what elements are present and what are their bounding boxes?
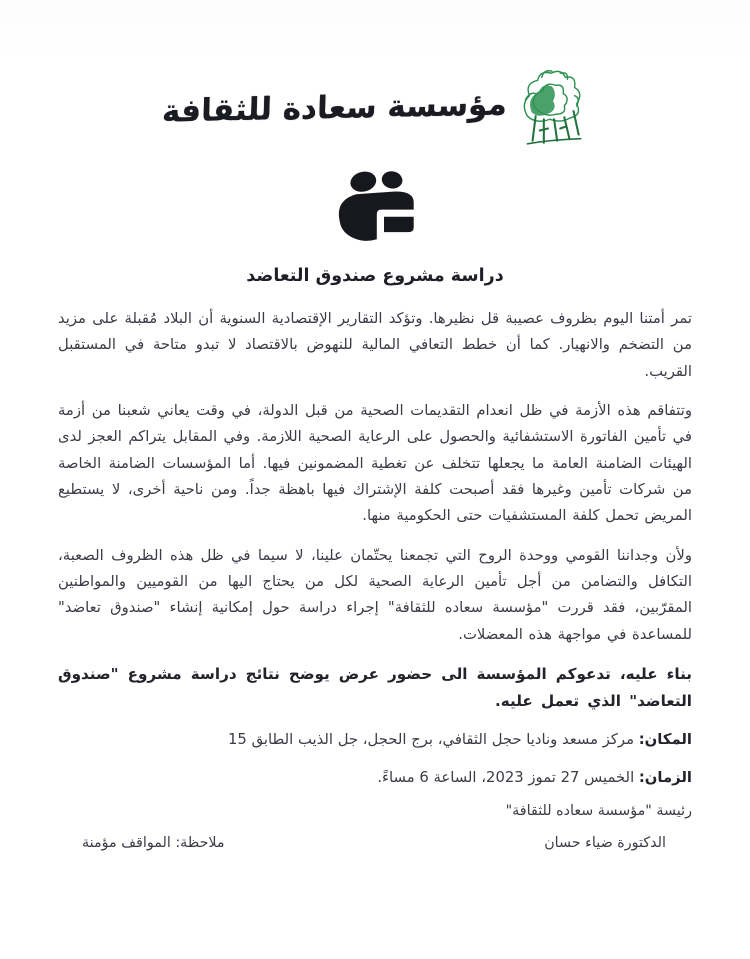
- document-title: دراسة مشروع صندوق التعاضد: [246, 266, 504, 286]
- time-line: [58, 766, 692, 790]
- signature-role: رئيسة "مؤسسة سعاده للثقافة": [505, 803, 692, 820]
- bottom-row: [58, 835, 692, 851]
- paragraph-economic-crisis: تمر أمتنا اليوم بظروف عصيبة قل نظيرها. وتؤكد التقارير الإقتصادية السنوية أن البلاد مُقبلة على مزيد من التضخم والانهيار. كما أن خطط التعافي المالية للنهوض بالاقتصاد لا تبدو متاحة في المستقبل القريب.: [58, 310, 692, 380]
- parking-note: ملاحظة: المواقف مؤمنة: [82, 835, 225, 852]
- signature-name: الدكتورة ضياء حسان: [544, 835, 666, 852]
- document-content: [58, 62, 692, 851]
- invitation-statement: بناء عليه، تدعوكم المؤسسة الى حضور عرض يوضح نتائج دراسة مشروع "صندوق التعاضد" الذي تعمل عليه.: [58, 664, 692, 710]
- people-icon-wrap: [58, 170, 692, 242]
- time-value: الخميس 27 تموز 2023، الساعة 6 مساءً.: [377, 768, 639, 786]
- location-label: المكان:: [638, 731, 692, 749]
- logo-trees-icon: [514, 65, 588, 151]
- paragraph-health-crisis: وتتفاقم هذه الأزمة في ظل انعدام التقديمات الصحية من قبل الدولة، في وقت يعاني شعبنا من أزمة في تأمين الفاتورة الاستشفائية والحصول على الرعاية الصحية اللازمة. وفي المقابل يتراكم العجز لدى الهيئات الضامنة العامة ما يجعلها تتخلف عن تغطية المضمونين فيها. أما المؤسسات الضامنة الخاصة من شركات تأمين وغيرها فقد أصبحت كلفة الإشتراك فيها باهظة جداً. ومن ناحية أخرى، لا يستطيع المريض تحمل كلفة المستشفيات حتى الحكومية منها.: [58, 401, 692, 525]
- people-embrace-icon: [330, 170, 420, 242]
- logo-calligraphy: مؤسسة سعادة للثقافة: [161, 86, 507, 130]
- location-line: [58, 728, 692, 752]
- document-body: [58, 306, 692, 851]
- org-logo: [58, 62, 692, 154]
- time-label: الزمان:: [638, 768, 692, 786]
- location-value: مركز مسعد وناديا حجل الثقافي، برج الحجل، جل الذيب الطابق 15: [228, 731, 639, 749]
- paragraph-foundation-decision: ولأن وجداننا القومي ووحدة الروح التي تجمعنا يحتّمان علينا، لا سيما في ظل هذه الظروف الصعبة، التكافل والتضامن من أجل تأمين الرعاية الصحية لكل من يحتاج اليها من القوميين والمواطنين المقرّبين، فقد قررت "مؤسسة سعاده للثقافة" إجراء دراسة حول إمكانية إنشاء "صندوق تعاضد" للمساعدة في مواجهة هذه المعضلات.: [58, 546, 692, 643]
